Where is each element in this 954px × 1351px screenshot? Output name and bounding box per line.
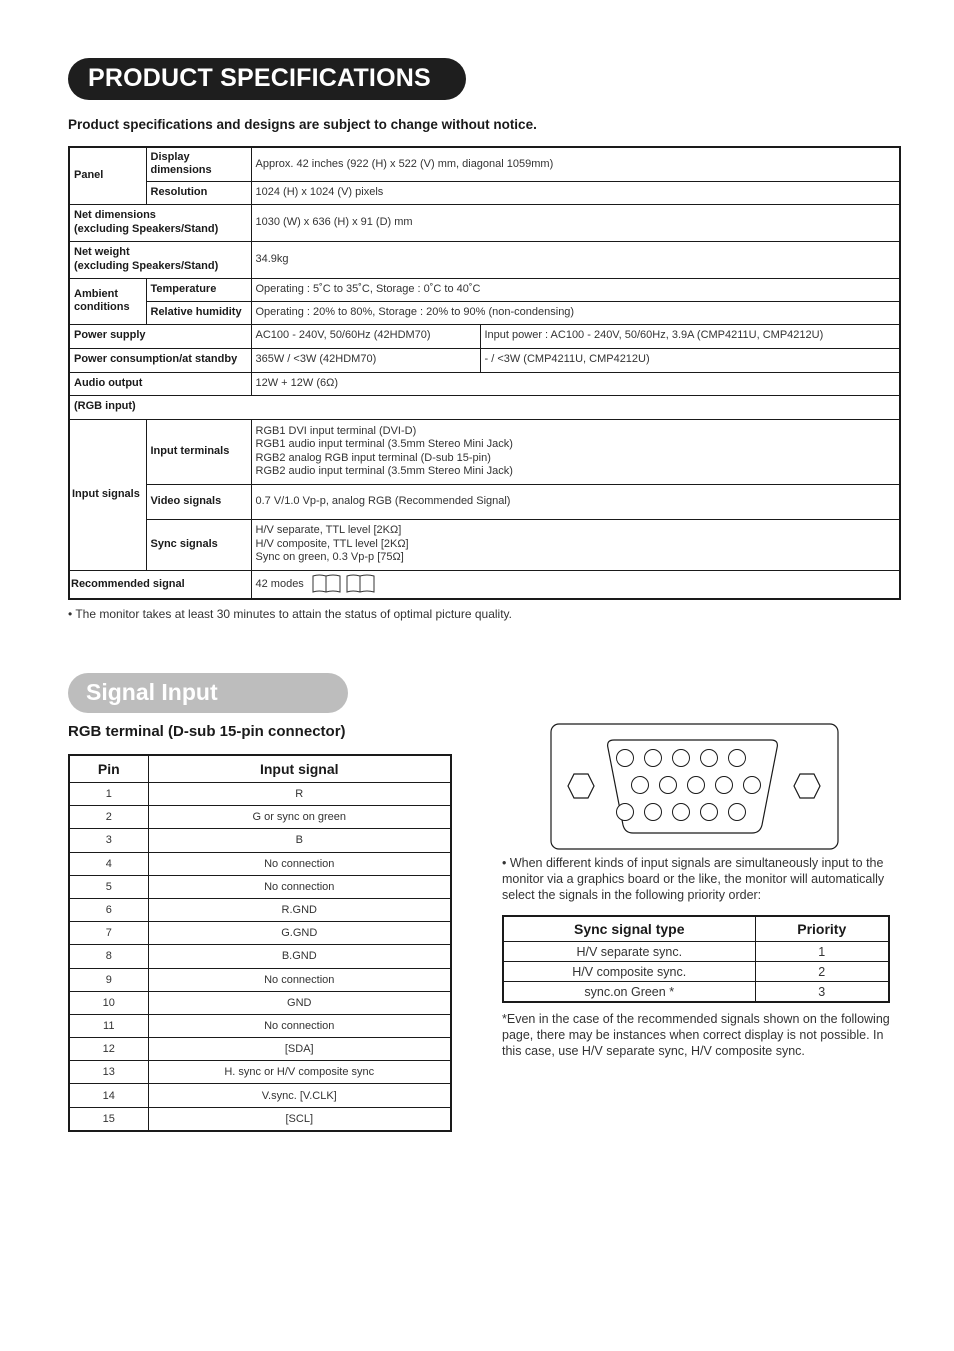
spec-label-panel: Panel: [69, 147, 146, 204]
pin-number: 11: [69, 1014, 148, 1037]
connector-pin-hole: [701, 804, 718, 821]
spec-label-ambient: Ambient conditions: [69, 278, 146, 324]
pin-number: 6: [69, 898, 148, 921]
bottom-note: *Even in the case of the recommended signals shown on the following page, there may be instances when correct display is not possible. In this case, use H/V separate sync, H/V composite sync.: [502, 1012, 890, 1058]
specifications-table: [68, 146, 901, 600]
spec-value-sync-signals: H/V separate, TTL level [2KΩ] H/V composite, TTL level [2KΩ] Sync on green, 0.3 Vp-p [75Ω]: [251, 519, 900, 570]
sync-priority-table: [502, 915, 890, 1003]
connector-pin-hole: [673, 750, 690, 767]
table-row: [69, 783, 451, 806]
spec-label-sync-signals: Sync signals: [146, 519, 251, 570]
section-title-signal-input: Signal Input: [68, 673, 348, 713]
spec-label-rgb-input: (RGB input): [69, 395, 900, 419]
pin-signal: No connection: [148, 875, 451, 898]
pin-header: Pin: [69, 755, 148, 783]
pin-number: 4: [69, 852, 148, 875]
spec-label-power-consumption: Power consumption/at standby: [69, 348, 251, 372]
sync-priority: 3: [755, 982, 889, 1003]
table-row: [69, 968, 451, 991]
spec-value-humidity: Operating : 20% to 80%, Storage : 20% to 90% (non-condensing): [251, 301, 900, 324]
pin-table: [68, 754, 452, 1132]
table-row: [69, 1014, 451, 1037]
dsub-connector-diagram: [550, 723, 840, 851]
spec-label-video-signals: Video signals: [146, 484, 251, 519]
connector-pin-hole: [729, 804, 746, 821]
connector-pin-hole: [729, 750, 746, 767]
spec-label-resolution: Resolution: [146, 181, 251, 204]
left-screw-hex: [568, 774, 594, 798]
spec-label-input-signals: Input signals: [69, 419, 146, 570]
table-row: [69, 898, 451, 921]
pin-signal: H. sync or H/V composite sync: [148, 1061, 451, 1084]
pin-number: 7: [69, 922, 148, 945]
table-row: [503, 982, 889, 1003]
sync-type: sync.on Green *: [503, 982, 755, 1003]
pin-number: 1: [69, 783, 148, 806]
pin-number: 8: [69, 945, 148, 968]
table-row: [69, 852, 451, 875]
spec-value-recommended-signal: 42 modes: [251, 570, 900, 599]
warmup-footnote: • The monitor takes at least 30 minutes to attain the status of optimal picture quality.: [68, 607, 512, 621]
signal-header: Input signal: [148, 755, 451, 783]
pin-signal: [SDA]: [148, 1038, 451, 1061]
connector-pin-hole: [688, 777, 705, 794]
sync-type: H/V composite sync.: [503, 962, 755, 982]
spec-value-net-weight: 34.9kg: [251, 241, 900, 278]
sync-type: H/V separate sync.: [503, 942, 755, 962]
table-row: [69, 1061, 451, 1084]
connector-pin-hole: [617, 804, 634, 821]
spec-value-power-consumption-1: 365W / <3W (42HDM70): [251, 348, 480, 372]
spec-label-humidity: Relative humidity: [146, 301, 251, 324]
spec-value-net-dimensions: 1030 (W) x 636 (H) x 91 (D) mm: [251, 204, 900, 241]
spec-value-display-dimensions: Approx. 42 inches (922 (H) x 522 (V) mm, diagonal 1059mm): [251, 147, 900, 181]
pin-number: 9: [69, 968, 148, 991]
pin-number: 13: [69, 1061, 148, 1084]
pin-signal: G or sync on green: [148, 806, 451, 829]
spec-label-temperature: Temperature: [146, 278, 251, 301]
pin-number: 14: [69, 1084, 148, 1107]
spec-label-input-terminals: Input terminals: [146, 419, 251, 484]
pin-number: 2: [69, 806, 148, 829]
spec-label-audio-output: Audio output: [69, 372, 251, 395]
pin-signal: GND: [148, 991, 451, 1014]
pin-signal: [SCL]: [148, 1107, 451, 1131]
spec-value-power-supply-1: AC100 - 240V, 50/60Hz (42HDM70): [251, 324, 480, 348]
pin-number: 15: [69, 1107, 148, 1131]
pin-signal: B: [148, 829, 451, 852]
sync-priority: 1: [755, 942, 889, 962]
connector-pin-hole: [660, 777, 677, 794]
spec-label-display-dimensions: Display dimensions: [146, 147, 251, 181]
spec-value-power-consumption-2: - / <3W (CMP4211U, CMP4212U): [480, 348, 900, 372]
connector-pin-hole: [645, 804, 662, 821]
spec-value-power-supply-2: Input power : AC100 - 240V, 50/60Hz, 3.9A (CMP4211U, CMP4212U): [480, 324, 900, 348]
connector-pin-hole: [744, 777, 761, 794]
table-row: [69, 806, 451, 829]
pin-number: 5: [69, 875, 148, 898]
right-screw-hex: [794, 774, 820, 798]
spec-value-resolution: 1024 (H) x 1024 (V) pixels: [251, 181, 900, 204]
table-row: [69, 829, 451, 852]
spec-value-audio-output: 12W + 12W (6Ω): [251, 372, 900, 395]
pin-signal: B.GND: [148, 945, 451, 968]
pin-number: 3: [69, 829, 148, 852]
connector-pin-hole: [716, 777, 733, 794]
spec-label-net-dimensions: Net dimensions (excluding Speakers/Stand): [69, 204, 251, 241]
connector-pin-hole: [617, 750, 634, 767]
sync-type-header: Sync signal type: [503, 916, 755, 942]
spec-label-net-weight: Net weight (excluding Speakers/Stand): [69, 241, 251, 278]
connector-pin-hole: [701, 750, 718, 767]
table-row: [69, 945, 451, 968]
pin-signal: No connection: [148, 968, 451, 991]
spec-value-temperature: Operating : 5˚C to 35˚C, Storage : 0˚C to 40˚C: [251, 278, 900, 301]
pin-signal: R.GND: [148, 898, 451, 921]
pin-signal: V.sync. [V.CLK]: [148, 1084, 451, 1107]
pin-signal: No connection: [148, 852, 451, 875]
sync-priority: 2: [755, 962, 889, 982]
section-title-specs: PRODUCT SPECIFICATIONS: [68, 58, 466, 100]
priority-header: Priority: [755, 916, 889, 942]
pin-signal: R: [148, 783, 451, 806]
spec-label-power-supply: Power supply: [69, 324, 251, 348]
table-row: [69, 1107, 451, 1131]
spec-label-recommended-signal: Recommended signal: [69, 570, 251, 599]
table-row: [503, 942, 889, 962]
pin-number: 10: [69, 991, 148, 1014]
priority-note: • When different kinds of input signals are simultaneously input to the monitor via a graphics board or the like, the monitor will automatically select the signals in the following priority order:: [502, 856, 885, 902]
notice-text: Product specifications and designs are subject to change without notice.: [68, 117, 537, 132]
table-row: [69, 991, 451, 1014]
connector-pin-hole: [632, 777, 649, 794]
book-icon: [311, 573, 377, 595]
rgb-terminal-heading: RGB terminal (D-sub 15-pin connector): [68, 723, 346, 740]
table-row: [69, 1084, 451, 1107]
pin-number: 12: [69, 1038, 148, 1061]
spec-value-video-signals: 0.7 V/1.0 Vp-p, analog RGB (Recommended Signal): [251, 484, 900, 519]
table-row: [503, 962, 889, 982]
connector-pin-hole: [645, 750, 662, 767]
connector-pin-hole: [673, 804, 690, 821]
table-row: [69, 922, 451, 945]
spec-value-input-terminals: RGB1 DVI input terminal (DVI-D) RGB1 audio input terminal (3.5mm Stereo Mini Jack) RGB2 analog RGB input terminal (D-sub 15-pin) RGB2 audio input terminal (3.5mm Stereo Mini Jack): [251, 419, 900, 484]
table-row: [69, 1038, 451, 1061]
pin-signal: G.GND: [148, 922, 451, 945]
pin-signal: No connection: [148, 1014, 451, 1037]
table-row: [69, 875, 451, 898]
